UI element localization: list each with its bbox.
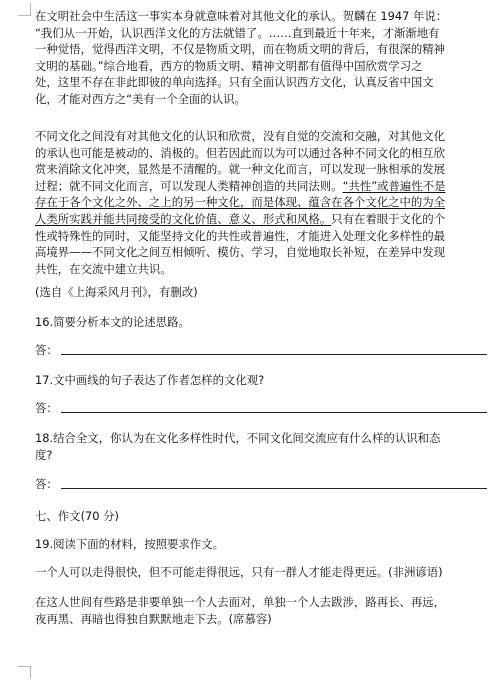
- answer-line[interactable]: [61, 354, 487, 355]
- material-text: 一个人可以走得很快，但不可能走得很远，只有一群人才能走得更远。(非洲谚语): [35, 565, 443, 579]
- text-line: 人类所实践并能共同接受的文化价值、意义、形式和风格。只有在着眼于文化的个: [35, 211, 446, 226]
- text-line: [35, 194, 475, 211]
- passage-paragraph-2: [35, 128, 475, 277]
- text-line: 一种觉悟，觉得西洋文明，不仅是物质文明，而在物质文明的背后，有很深的精神: [35, 42, 446, 57]
- passage-source: [35, 284, 475, 300]
- question-text: [35, 372, 475, 388]
- material-1: [35, 564, 475, 580]
- question-text: [35, 314, 475, 330]
- question-line: [35, 430, 475, 447]
- section-heading: 七、作文(70 分): [35, 509, 119, 523]
- source-citation: (选自《上海采风月刊》，有删改): [35, 285, 198, 299]
- text-line: “我们从一开始，认识西洋文化的方法就错了。……直到最近十年来，才渐渐地有: [35, 25, 440, 40]
- answer-row-17[interactable]: [35, 400, 475, 418]
- text-line: 处，这里不存在非此即彼的单向选择。只有全面认识西方文化，认真反省中国文: [35, 75, 434, 90]
- text-line: 赏来消除文化冲突，显然是不清醒的。就一种文化而言，可以发现一脉相承的发展: [35, 162, 446, 177]
- underlined-sentence: 存在于各个文化之外、之上的另一种文化，而是体现、蕴含在各个文化之中的为全: [35, 195, 446, 210]
- question-16: [35, 314, 475, 330]
- passage-paragraph-1: [35, 8, 475, 108]
- underlined-sentence: “共性”或普遍性不是: [342, 178, 446, 193]
- text-line: 在文明社会中生活这一事实本身就意味着对其他文化的承认。贺麟在 1947 年说：: [35, 9, 448, 23]
- text-line: 夜再黑、再暗也得独自默默地走下去。(席慕容): [35, 611, 272, 626]
- answer-line[interactable]: [61, 488, 487, 489]
- page-corner-mark-top: [18, 3, 31, 16]
- question-line: 度?: [35, 447, 53, 462]
- text-line: 的承认也可能是被动的、消极的。但若因此而以为可以通过各种不同文化的相互欣: [35, 145, 446, 160]
- answer-label: 答：: [35, 401, 58, 415]
- text-line: 化，才能对西方之“美有一个全面的认识。: [35, 91, 246, 106]
- question-number: 16.: [35, 315, 54, 329]
- question-19: [35, 536, 475, 552]
- answer-label: 答：: [35, 477, 58, 491]
- text-line: 性或特殊性的同时，又能坚持文化的共性或普遍性，才能进入处理文化多样性的最: [35, 228, 446, 243]
- answer-row-16[interactable]: [35, 342, 475, 360]
- question-text: 19.阅读下面的材料，按照要求作文。: [35, 537, 224, 551]
- page-corner-mark-bottom: [18, 666, 31, 679]
- question-text: [35, 430, 475, 463]
- text-line: 不同文化之间没有对其他文化的认识和欣赏，没有自觉的交流和交融，对其他文化: [35, 129, 446, 143]
- text-line: 文明的基础。”综合地看，西方的物质文明、精神文明都有值得中国欣赏学习之: [35, 58, 423, 73]
- question-body: 文中画线的句子表达了作者怎样的文化观?: [53, 373, 265, 387]
- question-body: 结合全文，你认为在文化多样性时代，不同文化间交流应有什么样的认识和态: [53, 431, 441, 445]
- answer-row-18[interactable]: [35, 476, 475, 494]
- question-18: [35, 430, 475, 463]
- question-number: 17.: [35, 373, 54, 387]
- underlined-sentence: 人类所实践并能共同接受的文化价值、意义、形式和风格。: [35, 211, 332, 226]
- section-7-heading: [35, 508, 475, 524]
- material-2: [35, 594, 475, 627]
- question-number: 18.: [35, 431, 54, 445]
- text-line: 过程；就不同文化而言，可以发现人类精神创造的共同法则。“共性”或普遍性不是: [35, 178, 446, 193]
- text-line: 共性，在交流中建立共识。: [35, 261, 172, 276]
- answer-line[interactable]: [61, 412, 487, 413]
- answer-label: 答：: [35, 343, 58, 357]
- text-line: 在这人世间有些路是非要单独一个人去面对，单独一个人去跋涉，路再长、再远，: [35, 595, 446, 609]
- question-body: 简要分析本文的论述思路。: [53, 315, 190, 329]
- text-line: 高境界——不同文化之间互相倾听、模仿、学习，自觉地取长补短，在差异中发现: [35, 245, 446, 260]
- question-17: [35, 372, 475, 388]
